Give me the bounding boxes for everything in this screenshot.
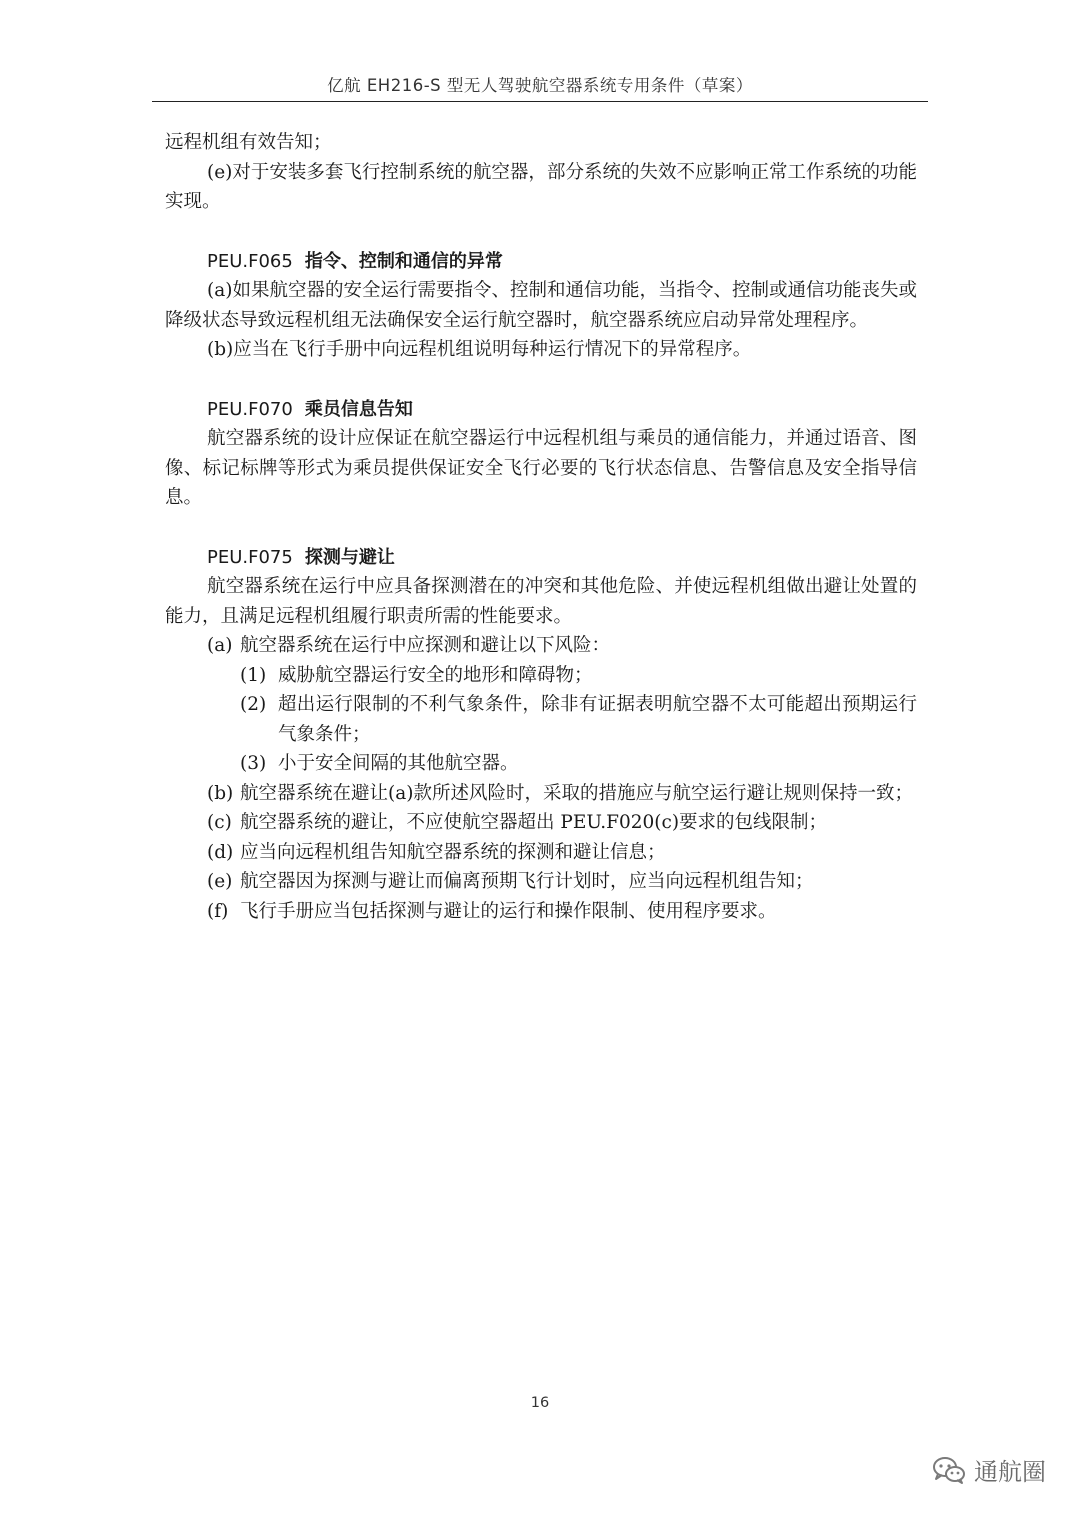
f065-item-a: (a)如果航空器的安全运行需要指令、控制和通信功能，当指令、控制或通信功能丧失或降级状态导致远程机组无法确保安全运行航空器时，航空器系统应启动异常处理程序。 [165, 280, 917, 331]
list-item [165, 631, 917, 661]
list-item-text: 航空器因为探测与避让而偏离预期飞行计划时，应当向远程机组告知； [240, 871, 814, 892]
list-marker: (2) [240, 694, 267, 715]
section-code: PEU.F075 [207, 546, 293, 568]
list-item-text: 威胁航空器运行安全的地形和障碍物； [278, 664, 593, 686]
section-title: 探测与避让 [304, 546, 395, 568]
list-item-text: 飞行手册应当包括探测与避让的运行和操作限制、使用程序要求。 [240, 900, 777, 922]
list-item [165, 867, 917, 897]
document-body [165, 128, 917, 926]
list-item [165, 749, 917, 779]
f075-body: 航空器系统在运行中应具备探测潜在的冲突和其他危险、并使远程机组做出避让处置的能力，且满足远程机组履行职责所需的性能要求。 [165, 576, 917, 627]
section-title: 乘员信息告知 [304, 398, 413, 420]
list-item [165, 690, 917, 749]
list-item-text: 应当向远程机组告知航空器系统的探测和避让信息； [240, 841, 666, 863]
spacer [165, 365, 917, 395]
paragraph-item-e: (e)对于安装多套飞行控制系统的航空器，部分系统的失效不应影响正常工作系统的功能实现。 [165, 161, 917, 212]
spacer [165, 217, 917, 247]
list-marker: (b) [207, 782, 234, 804]
section-heading-f070 [165, 395, 917, 425]
section-code: PEU.F065 [207, 250, 293, 272]
section-title: 指令、控制和通信的异常 [304, 250, 503, 272]
list-marker: (3) [240, 753, 267, 774]
list-marker: (1) [240, 664, 267, 686]
list-item-text: 航空器系统在运行中应探测和避让以下风险： [240, 635, 611, 656]
list-marker: (d) [207, 841, 234, 863]
list-marker: (a) [207, 635, 233, 656]
section-heading-f075 [165, 543, 917, 573]
f070-body: 航空器系统的设计应保证在航空器运行中远程机组与乘员的通信能力，并通过语音、图像、标记标牌等形式为乘员提供保证安全飞行必要的飞行状态信息、告警信息及安全指导信息。 [165, 428, 917, 508]
list-item [165, 808, 917, 838]
f075-list [165, 631, 917, 926]
list-item [165, 897, 917, 927]
section-code: PEU.F070 [207, 398, 293, 420]
page-number: 16 [530, 1395, 550, 1411]
page-header: 亿航 EH216-S 型无人驾驶航空器系统专用条件（草案） [327, 76, 753, 95]
watermark-text: 通航圈 [974, 1458, 1046, 1486]
list-item [165, 838, 917, 868]
list-item [165, 661, 917, 691]
spacer [165, 513, 917, 543]
wechat-icon [932, 1455, 966, 1485]
list-marker: (c) [207, 812, 232, 833]
list-marker: (f) [207, 900, 229, 922]
list-item-text: 航空器系统的避让，不应使航空器超出 PEU.F020(c)要求的包线限制； [240, 812, 828, 833]
list-item [165, 779, 917, 809]
list-item-text: 航空器系统在避让(a)款所述风险时，采取的措施应与航空运行避让规则保持一致； [240, 782, 913, 804]
f065-item-b: (b)应当在飞行手册中向远程机组说明每种运行情况下的异常程序。 [207, 339, 752, 360]
list-item-text: 小于安全间隔的其他航空器。 [278, 753, 519, 774]
header-divider [152, 101, 928, 102]
watermark [932, 1452, 1046, 1487]
section-heading-f065 [165, 247, 917, 277]
list-marker: (e) [207, 871, 233, 892]
continuation-line: 远程机组有效告知； [165, 132, 332, 153]
list-item-text: 超出运行限制的不利气象条件，除非有证据表明航空器不太可能超出预期运行气象条件； [278, 694, 917, 745]
